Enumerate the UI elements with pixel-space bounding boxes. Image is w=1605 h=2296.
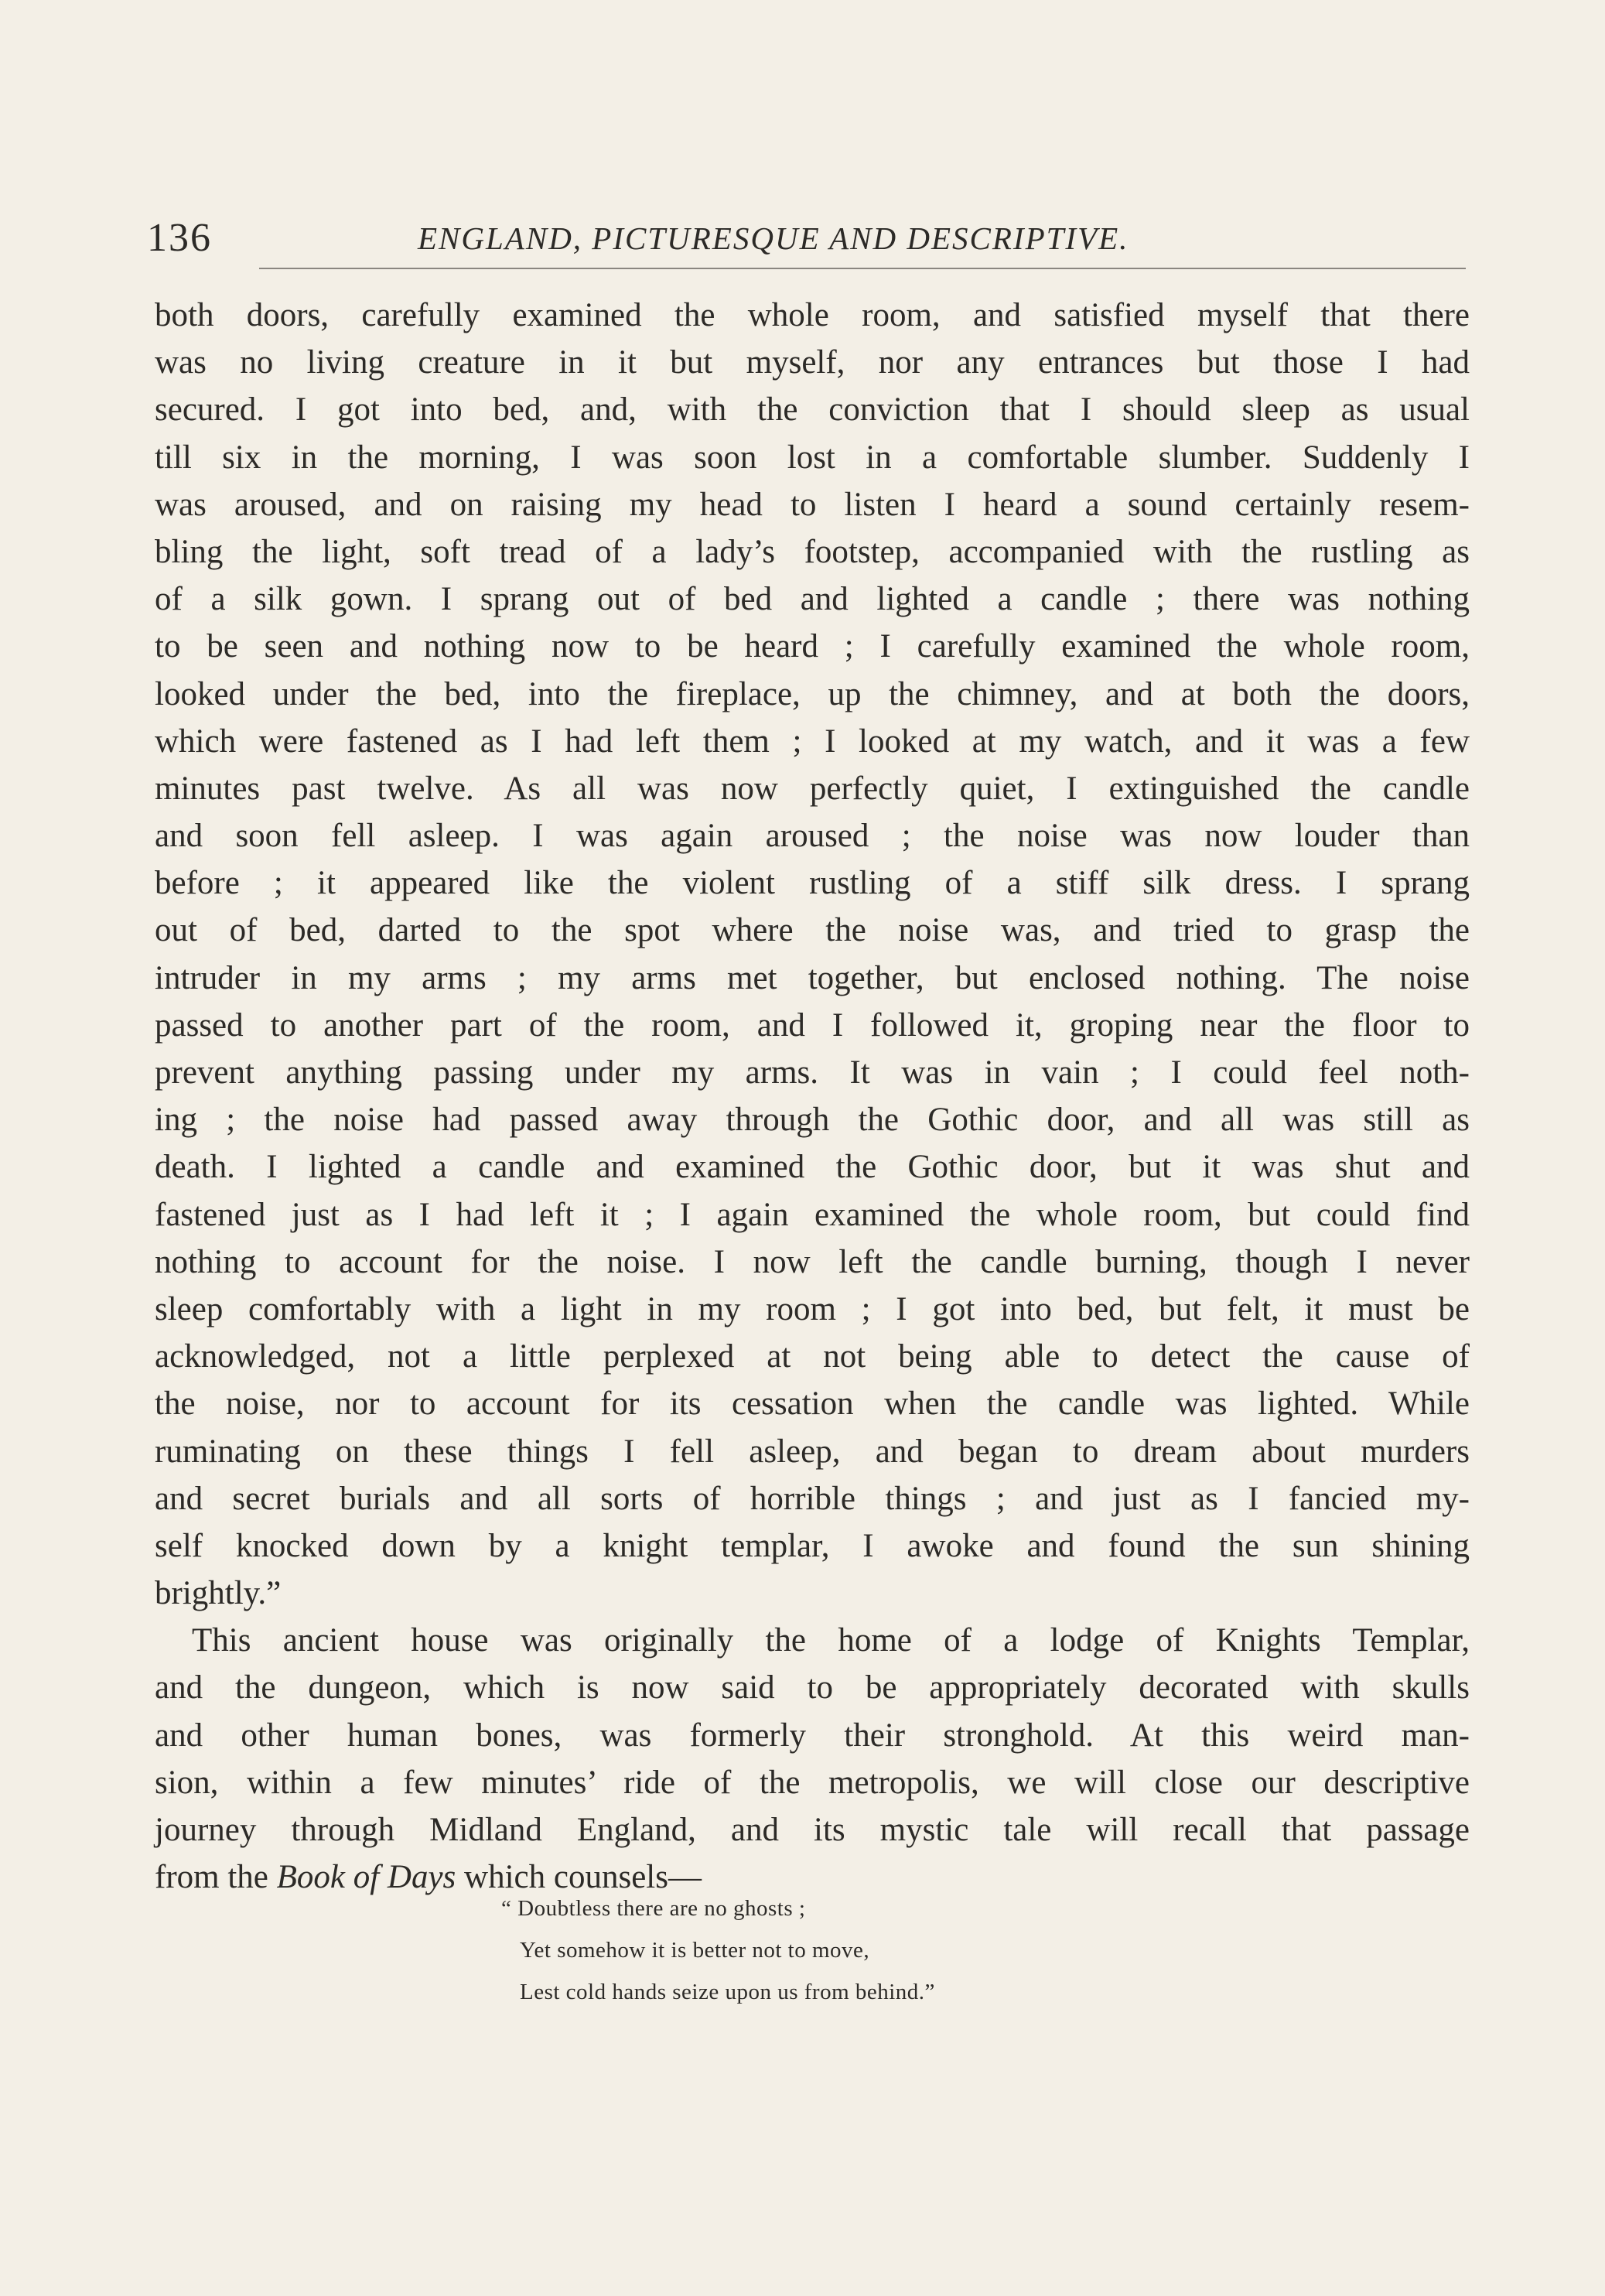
text-line: and other human bones, was formerly their stronghold. At this weird man-	[155, 1717, 1470, 1754]
text-line: sion, within a few minutes’ ride of the metropolis, we will close our descriptive	[155, 1764, 1470, 1801]
text-line: which were fastened as I had left them ; I looked at my watch, and it was a few	[155, 723, 1470, 760]
text-line: brightly.”	[155, 1575, 282, 1612]
text-line: secured. I got into bed, and, with the conviction that I should sleep as usual	[155, 391, 1470, 429]
text-line: till six in the morning, I was soon lost in a comfortable slumber. Suddenly I	[155, 439, 1470, 476]
text-line: out of bed, darted to the spot where the noise was, and tried to grasp the	[155, 912, 1470, 949]
final-line-after: which counsels—	[456, 1859, 702, 1896]
text-line: of a silk gown. I sprang out of bed and lighted a candle ; there was nothing	[155, 581, 1470, 618]
text-line: acknowledged, not a little perplexed at not being able to detect the cause of	[155, 1338, 1470, 1375]
text-line: sleep comfortably with a light in my room ; I got into bed, but felt, it must be	[155, 1290, 1470, 1327]
text-line: journey through Midland England, and its mystic tale will recall that passage	[155, 1812, 1470, 1848]
verse-line: Lest cold hands seize upon us from behind.”	[520, 1980, 935, 2004]
text-line: and the dungeon, which is now said to be appropriately decorated with skulls	[155, 1669, 1470, 1707]
text-line: and secret burials and all sorts of horrible things ; and just as I fancied my-	[155, 1480, 1470, 1517]
verse-line: Yet somehow it is better not to move,	[520, 1938, 870, 1963]
text-line: before ; it appeared like the violent rustling of a stiff silk dress. I sprang	[155, 865, 1470, 902]
page-header	[147, 207, 1466, 269]
text-line: was no living creature in it but myself, nor any entrances but those I had	[155, 344, 1470, 381]
text-line: intruder in my arms ; my arms met together, but enclosed nothing. The noise	[155, 959, 1470, 996]
body-text	[155, 292, 1470, 1901]
text-line: looked under the bed, into the fireplace, up the chimney, and at both the doors,	[155, 675, 1470, 712]
verse-quote	[501, 1888, 1197, 2013]
text-line: prevent anything passing under my arms. It was in vain ; I could feel noth-	[155, 1054, 1470, 1091]
book-title-italic: Book of Days	[276, 1859, 456, 1896]
header-rule	[259, 268, 1466, 269]
text-line: and soon fell asleep. I was again aroused ; the noise was now louder than	[155, 818, 1470, 855]
text-line: self knocked down by a knight templar, I awoke and found the sun shining	[155, 1527, 1470, 1564]
text-line: ing ; the noise had passed away through the Gothic door, and all was still as	[155, 1102, 1470, 1139]
text-line: passed to another part of the room, and I followed it, groping near the floor to	[155, 1006, 1470, 1044]
text-line: bling the light, soft tread of a lady’s footstep, accompanied with the rustling as	[155, 533, 1470, 570]
text-line: both doors, carefully examined the whole room, and satisfied myself that there	[155, 297, 1470, 333]
text-line: was aroused, and on raising my head to listen I heard a sound certainly resem-	[155, 486, 1470, 523]
text-line: This ancient house was originally the home of a lodge of Knights Templar,	[192, 1622, 1470, 1659]
text-line: the noise, nor to account for its cessation when the candle was lighted. While	[155, 1385, 1470, 1423]
final-line-before: from the	[155, 1859, 277, 1896]
text-line: to be seen and nothing now to be heard ; I carefully examined the whole room,	[155, 628, 1470, 665]
text-line: death. I lighted a candle and examined the Gothic door, but it was shut and	[155, 1149, 1470, 1186]
text-line: minutes past twelve. As all was now perfectly quiet, I extinguished the candle	[155, 770, 1470, 807]
verse-line: “ Doubtless there are no ghosts ;	[501, 1896, 806, 1921]
page-number: 136	[147, 216, 212, 260]
text-line: nothing to account for the noise. I now left the candle burning, though I never	[155, 1243, 1470, 1280]
text-line: ruminating on these things I fell asleep, and began to dream about murders	[155, 1433, 1470, 1470]
text-line: fastened just as I had left it ; I again examined the whole room, but could find	[155, 1196, 1470, 1233]
running-head: ENGLAND, PICTURESQUE AND DESCRIPTIVE.	[418, 220, 1129, 256]
